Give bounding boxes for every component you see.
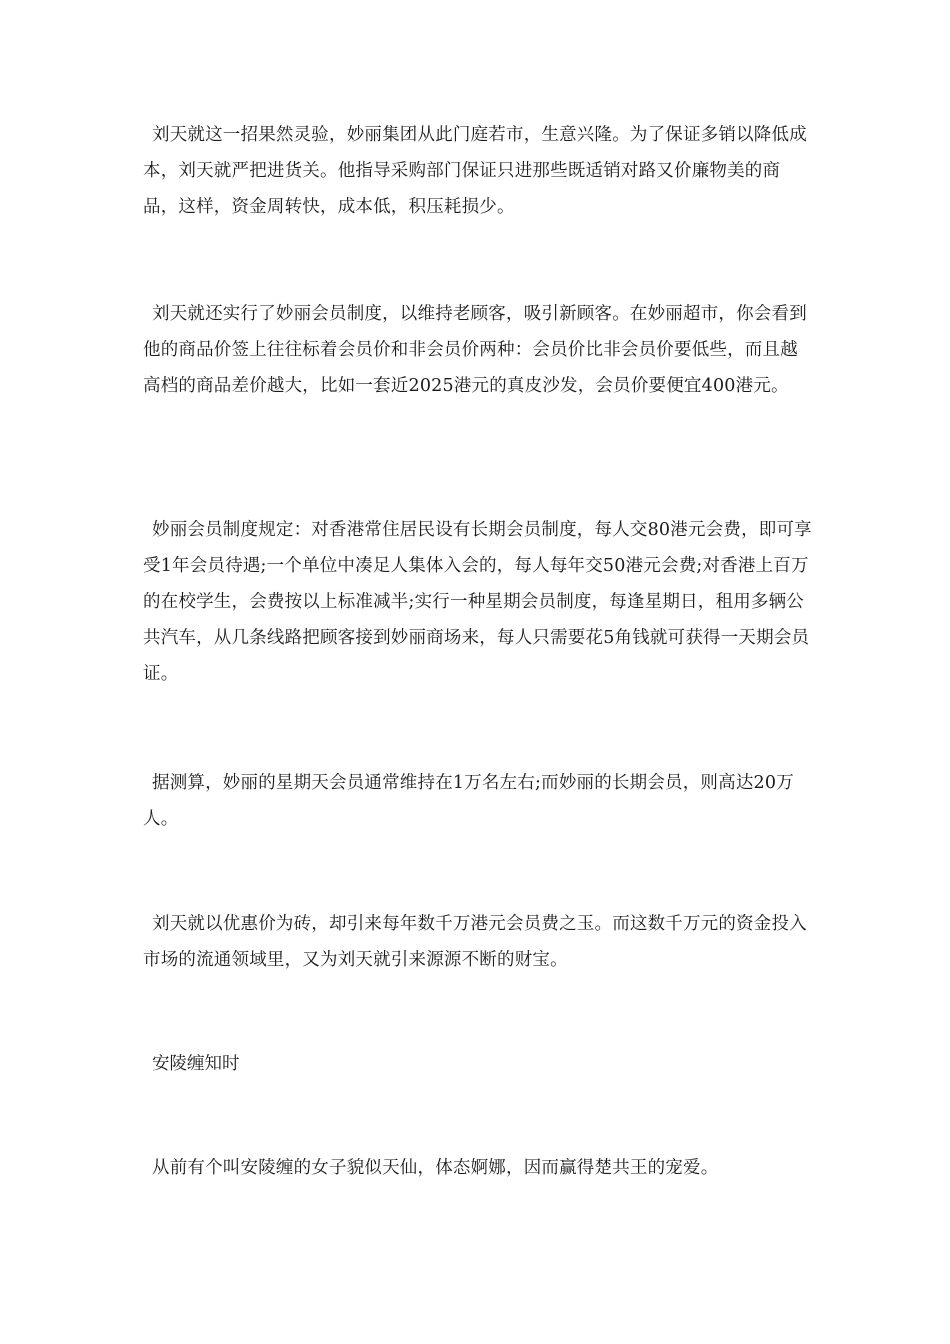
paragraph-5: 刘天就以优惠价为砖，却引来每年数千万港元会员费之玉。而这数千万元的资金投入市场的流通领域里，又为刘天就引来源源不断的财宝。 [143, 914, 807, 970]
paragraph-4: 据测算，妙丽的星期天会员通常维持在1万名左右;而妙丽的长期会员，则高达20万人。 [143, 773, 794, 829]
paragraph-3: 妙丽会员制度规定：对香港常住居民设有长期会员制度，每人交80港元会费，即可享受1年会员待遇;一个单位中凑足人集体入会的，每人每年交50港元会费;对香港上百万的在校学生，会费按以上标准减半;实行一种星期会员制度，每逢星期日，租用多辆公共汽车，从几条线路把顾客接到妙丽商场来，每人只需要花5角钱就可获得一天期会员证。 [143, 520, 812, 684]
paragraph-2: 刘天就还实行了妙丽会员制度，以维持老顾客，吸引新顾客。在妙丽超市，你会看到他的商品价签上往往标着会员价和非会员价两种：会员价比非会员价要低些，而且越高档的商品差价越大，比如一套近2025港元的真皮沙发，会员价要便宜400港元。 [143, 304, 807, 396]
section-paragraph: 从前有个叫安陵缠的女子貌似天仙，体态婀娜，因而赢得楚共王的宠爱。 [152, 1158, 719, 1178]
section-title: 安陵缠知时 [152, 1054, 240, 1074]
paragraph-1: 刘天就这一招果然灵验，妙丽集团从此门庭若市，生意兴隆。为了保证多销以降低成本，刘天就严把进货关。他指导采购部门保证只进那些既适销对路又价廉物美的商品，这样，资金周转快，成本低，积压耗损少。 [143, 125, 807, 217]
